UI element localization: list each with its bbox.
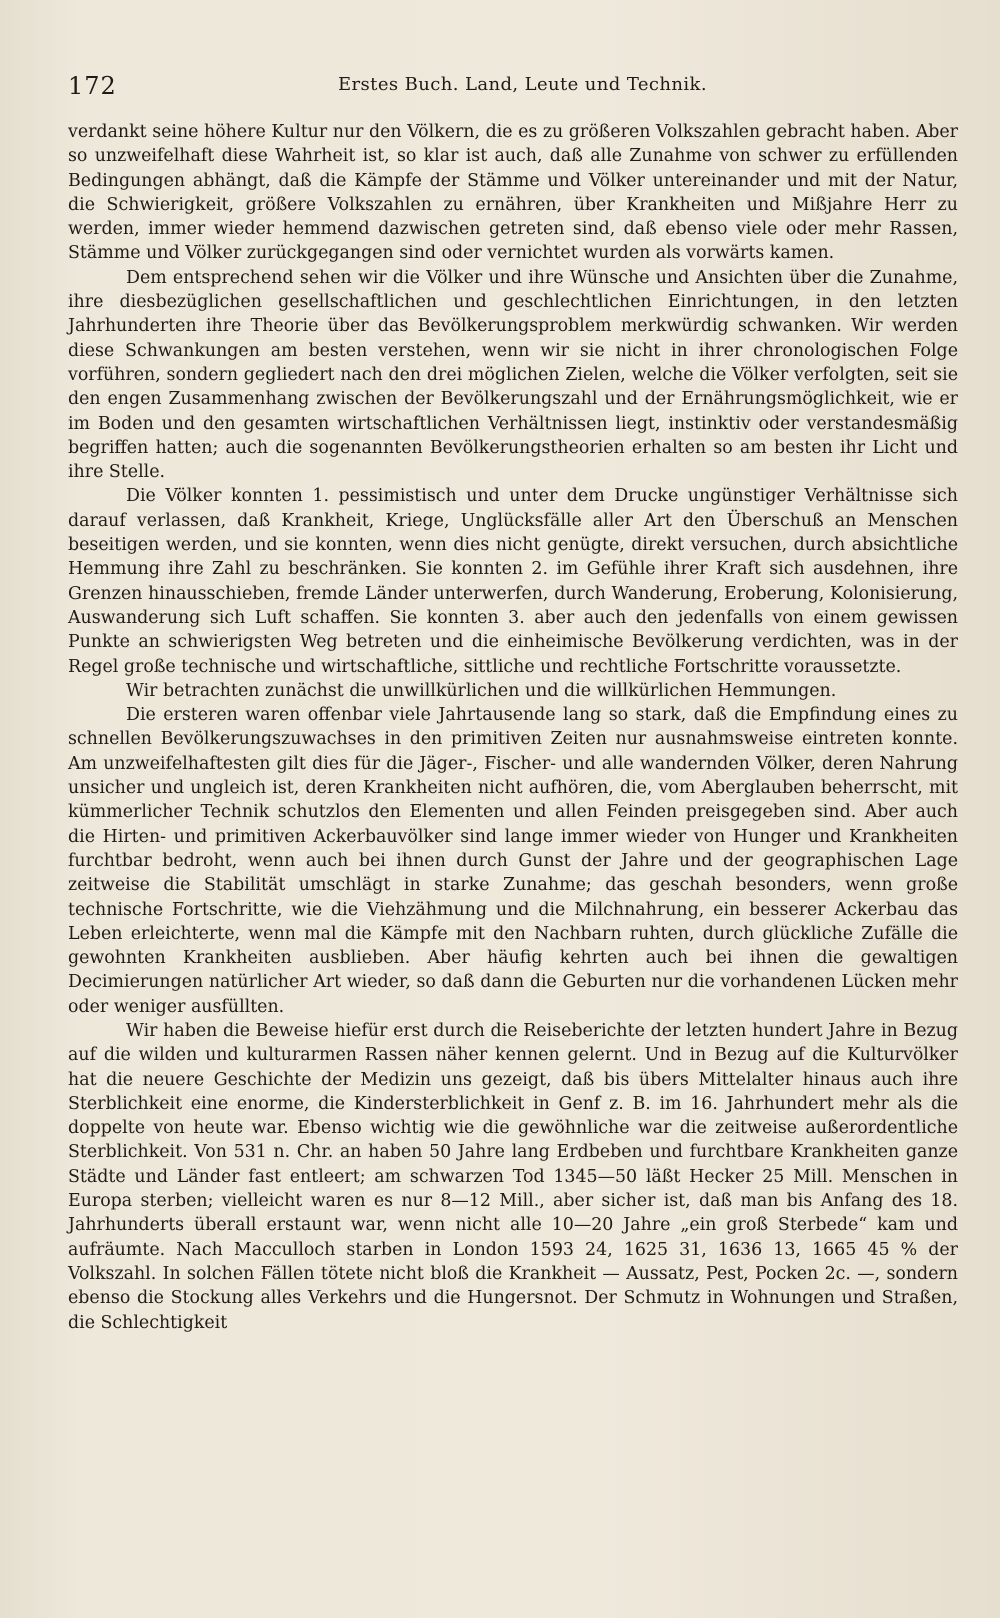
paragraph: Die ersteren waren offenbar viele Jahrtausende lang so stark, daß die Empfindung eines zu schnellen Bevölkerungszuwachses in den primitiven Zeiten nur ausnahmsweise eintreten konnte. Am unzweifelhaftesten gilt dies für die Jäger-, Fischer- und alle wandernden Völker, deren Nahrung unsicher und ungleich ist, deren Krankheiten nicht aufhören, die, vom Aberglauben beherrscht, mit kümmerlicher Technik schutzlos den Elementen und allen Feinden preisgegeben sind. Aber auch die Hirten- und primitiven Ackerbauvölker sind lange immer wieder von Hunger und Krankheiten furchtbar bedroht, wenn auch bei ihnen durch Gunst der Jahre und der geographischen Lage zeitweise die Stabilität umschlägt in starke Zunahme; das geschah besonders, wenn große technische Fortschritte, wie die Viehzähmung und die Milchnahrung, ein besserer Ackerbau das Leben erleichterte, wenn mal die Kämpfe mit den Nachbarn ruhten, durch glückliche Zufälle die gewohnten Krankheiten ausblieben. Aber häufig kehrten auch bei ihnen die gewaltigen Decimierungen natürlicher Art wieder, so daß dann die Geburten nur die vorhandenen Lücken mehr oder weniger ausfüllten. [68,705,958,1017]
running-head: Erstes Buch. Land, Leute und Technik. [338,74,707,95]
paragraph: verdankt seine höhere Kultur nur den Völkern, die es zu größeren Volkszahlen gebracht haben. Aber so unzweifelhaft diese Wahrheit ist, so klar ist auch, daß alle Zunahme von schwer zu erfüllenden Bedingungen abhängt, daß die Kämpfe der Stämme und Völker untereinander und mit der Natur, die Schwierigkeit, größere Volkszahlen zu ernähren, über Krankheiten und Mißjahre Herr zu werden, immer wieder hemmend dazwischen getreten sind, daß ebenso viele oder mehr Rassen, Stämme und Völker zurückgegangen sind oder vernichtet wurden als vorwärts kamen. [68,122,958,264]
paragraph: Die Völker konnten 1. pessimistisch und unter dem Drucke ungünstiger Verhältnisse sich darauf verlassen, daß Krankheit, Kriege, Unglücksfälle aller Art den Überschuß an Menschen beseitigen werden, und sie konnten, wenn dies nicht genügte, direkt versuchen, durch absichtliche Hemmung ihre Zahl zu beschränken. Sie konnten 2. im Gefühle ihrer Kraft sich ausdehnen, ihre Grenzen hinausschieben, fremde Länder unterwerfen, durch Wanderung, Eroberung, Kolonisierung, Auswanderung sich Luft schaffen. Sie konnten 3. aber auch den jedenfalls von einem gewissen Punkte an schwierigsten Weg betreten und die einheimische Bevölkerung verdichten, was in der Regel große technische und wirtschaftliche, sittliche und rechtliche Fortschritte voraussetzte. [68,486,958,677]
page-body [68,120,958,1335]
paragraph: Wir betrachten zunächst die unwillkürlichen und die willkürlichen Hemmungen. [126,680,837,701]
paragraph: Wir haben die Beweise hiefür erst durch die Reiseberichte der letzten hundert Jahre in Bezug auf die wilden und kulturarmen Rassen näher kennen gelernt. Und in Bezug auf die Kulturvölker hat die neuere Geschichte der Medizin uns gezeigt, daß bis übers Mittelalter hinaus auch ihre Sterblichkeit eine enorme, die Kindersterblichkeit in Genf z. B. im 16. Jahrhundert mehr als die doppelte von heute war. Ebenso wichtig wie die gewöhnliche war die zeitweise außerordentliche Sterblichkeit. Von 531 n. Chr. an haben 50 Jahre lang Erdbeben und furchtbare Krankheiten ganze Städte und Länder fast entleert; am schwarzen Tod 1345—50 läßt Hecker 25 Mill. Menschen in Europa sterben; vielleicht waren es nur 8—12 Mill., aber sicher ist, daß man bis Anfang des 18. Jahrhunderts überall erstaunt war, wenn nicht alle 10—20 Jahre „ein groß Sterbede“ kam und aufräumte. Nach Macculloch starben in London 1593 24, 1625 31, 1636 13, 1665 45 % der Volkszahl. In solchen Fällen tötete nicht bloß die Krankheit — Aussatz, Pest, Pocken 2c. —, sondern ebenso die Stockung alles Verkehrs und die Hungersnot. Der Schmutz in Wohnungen und Straßen, die Schlechtigkeit [68,1020,958,1333]
page-number: 172 [68,72,117,100]
page-header [68,72,948,108]
paragraph: Dem entsprechend sehen wir die Völker und ihre Wünsche und Ansichten über die Zunahme, ihre diesbezüglichen gesellschaftlichen und geschlechtlichen Einrichtungen, in den letzten Jahrhunderten ihre Theorie über das Bevölkerungsproblem merkwürdig schwanken. Wir werden diese Schwankungen am besten verstehen, wenn wir sie nicht in ihrer chronologischen Folge vorführen, sondern gegliedert nach den drei möglichen Zielen, welche die Völker verfolgten, seit sie den engen Zusammenhang zwischen der Bevölkerungszahl und der Ernährungsmöglichkeit, wie er im Boden und den gesamten wirtschaftlichen Verhältnissen liegt, instinktiv oder verstandesmäßig begriffen hatten; auch die sogenannten Bevölkerungstheorien erhalten so am besten ihr Licht und ihre Stelle. [68,267,958,483]
